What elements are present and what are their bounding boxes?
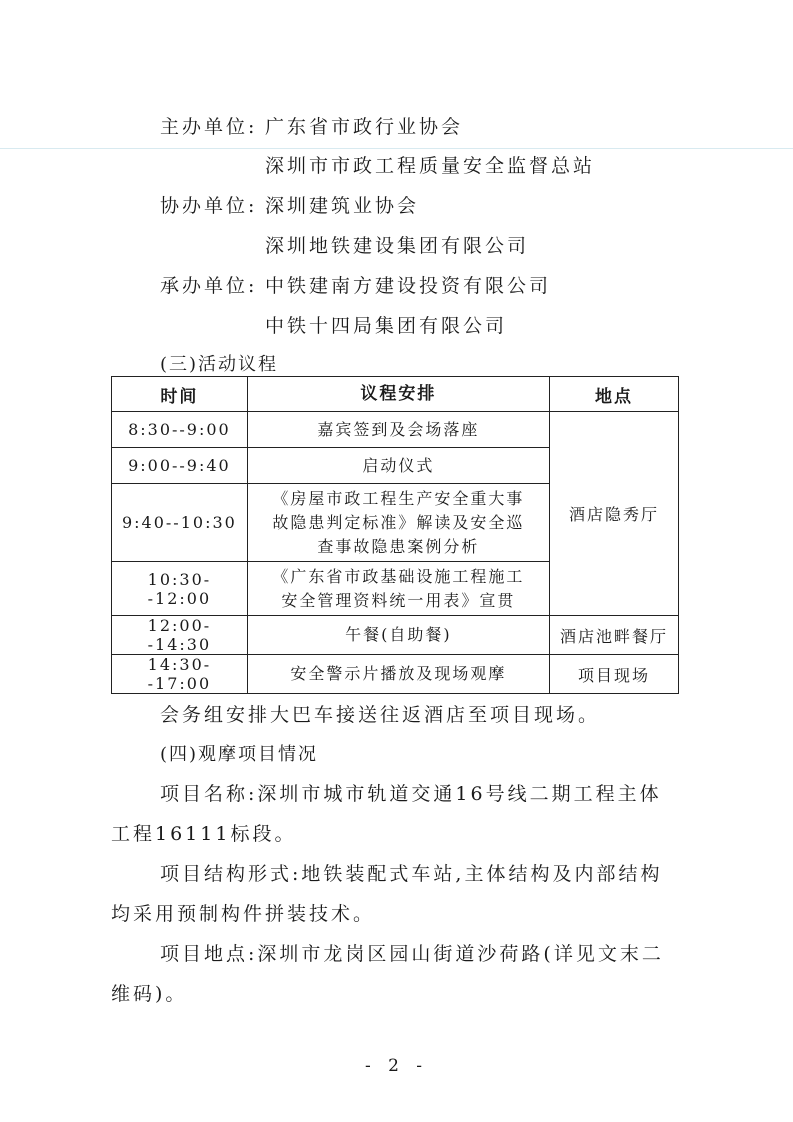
scan-edge-line xyxy=(0,148,793,149)
table-row xyxy=(112,616,679,655)
time-cell: 8:30--9:00 xyxy=(112,412,248,448)
project-name-line-1: 项目名称:深圳市城市轨道交通16号线二期工程主体 xyxy=(160,783,662,805)
time-cell: 9:00--9:40 xyxy=(112,448,248,484)
time-cell: 9:40--10:30 xyxy=(112,484,248,562)
merged-location-cell: 酒店隐秀厅 xyxy=(549,412,678,616)
program-cell xyxy=(247,562,549,616)
co-host-label: 协办单位: xyxy=(160,195,258,217)
location-cell: 酒店池畔餐厅 xyxy=(549,616,678,655)
program-line: 《广东省市政基础设施工程施工 xyxy=(272,566,525,586)
program-cell: 嘉宾签到及会场落座 xyxy=(247,412,549,448)
shuttle-note: 会务组安排大巴车接送往返酒店至项目现场。 xyxy=(160,704,601,726)
agenda-heading: (三)活动议程 xyxy=(160,354,279,375)
agenda-header-row xyxy=(112,377,679,412)
project-location-line-2: 维码)。 xyxy=(111,983,188,1005)
co-host-value-2: 深圳地铁建设集团有限公司 xyxy=(265,235,530,257)
organizer-label: 承办单位: xyxy=(160,275,258,297)
time-cell: 14:30--17:00 xyxy=(112,655,248,694)
program-cell: 午餐(自助餐) xyxy=(247,616,549,655)
project-name-line-2: 工程16111标段。 xyxy=(111,823,297,845)
program-line: 《房屋市政工程生产安全重大事 xyxy=(272,488,525,508)
program-cell: 启动仪式 xyxy=(247,448,549,484)
column-header-time: 时间 xyxy=(112,377,248,412)
time-cell: 12:00--14:30 xyxy=(112,616,248,655)
organizer-value-2: 中铁十四局集团有限公司 xyxy=(265,315,508,337)
organizer-value-1: 中铁建南方建设投资有限公司 xyxy=(265,275,552,297)
program-cell xyxy=(247,484,549,562)
project-location-line-1: 项目地点:深圳市龙岗区园山街道沙荷路(详见文末二 xyxy=(160,943,664,965)
page-number: - 2 - xyxy=(364,1056,429,1076)
project-structure-line-2: 均采用预制构件拼装技术。 xyxy=(111,903,376,925)
host-label: 主办单位: xyxy=(160,116,258,138)
time-cell: 10:30--12:00 xyxy=(112,562,248,616)
host-value-1: 广东省市政行业协会 xyxy=(265,116,464,138)
project-structure-line-1: 项目结构形式:地铁装配式车站,主体结构及内部结构 xyxy=(160,863,663,885)
table-row xyxy=(112,655,679,694)
agenda-table xyxy=(111,376,679,694)
program-line: 查事故隐患案例分析 xyxy=(317,536,480,556)
column-header-location: 地点 xyxy=(549,377,678,412)
host-value-2: 深圳市市政工程质量安全监督总站 xyxy=(265,155,596,177)
table-row xyxy=(112,412,679,448)
column-header-program: 议程安排 xyxy=(247,377,549,412)
program-cell: 安全警示片播放及现场观摩 xyxy=(247,655,549,694)
location-cell: 项目现场 xyxy=(549,655,678,694)
program-line: 安全管理资料统一用表》宣贯 xyxy=(281,590,516,610)
co-host-value-1: 深圳建筑业协会 xyxy=(265,195,420,217)
project-heading: (四)观摩项目情况 xyxy=(160,744,319,765)
program-line: 故隐患判定标准》解读及安全巡 xyxy=(272,512,525,532)
